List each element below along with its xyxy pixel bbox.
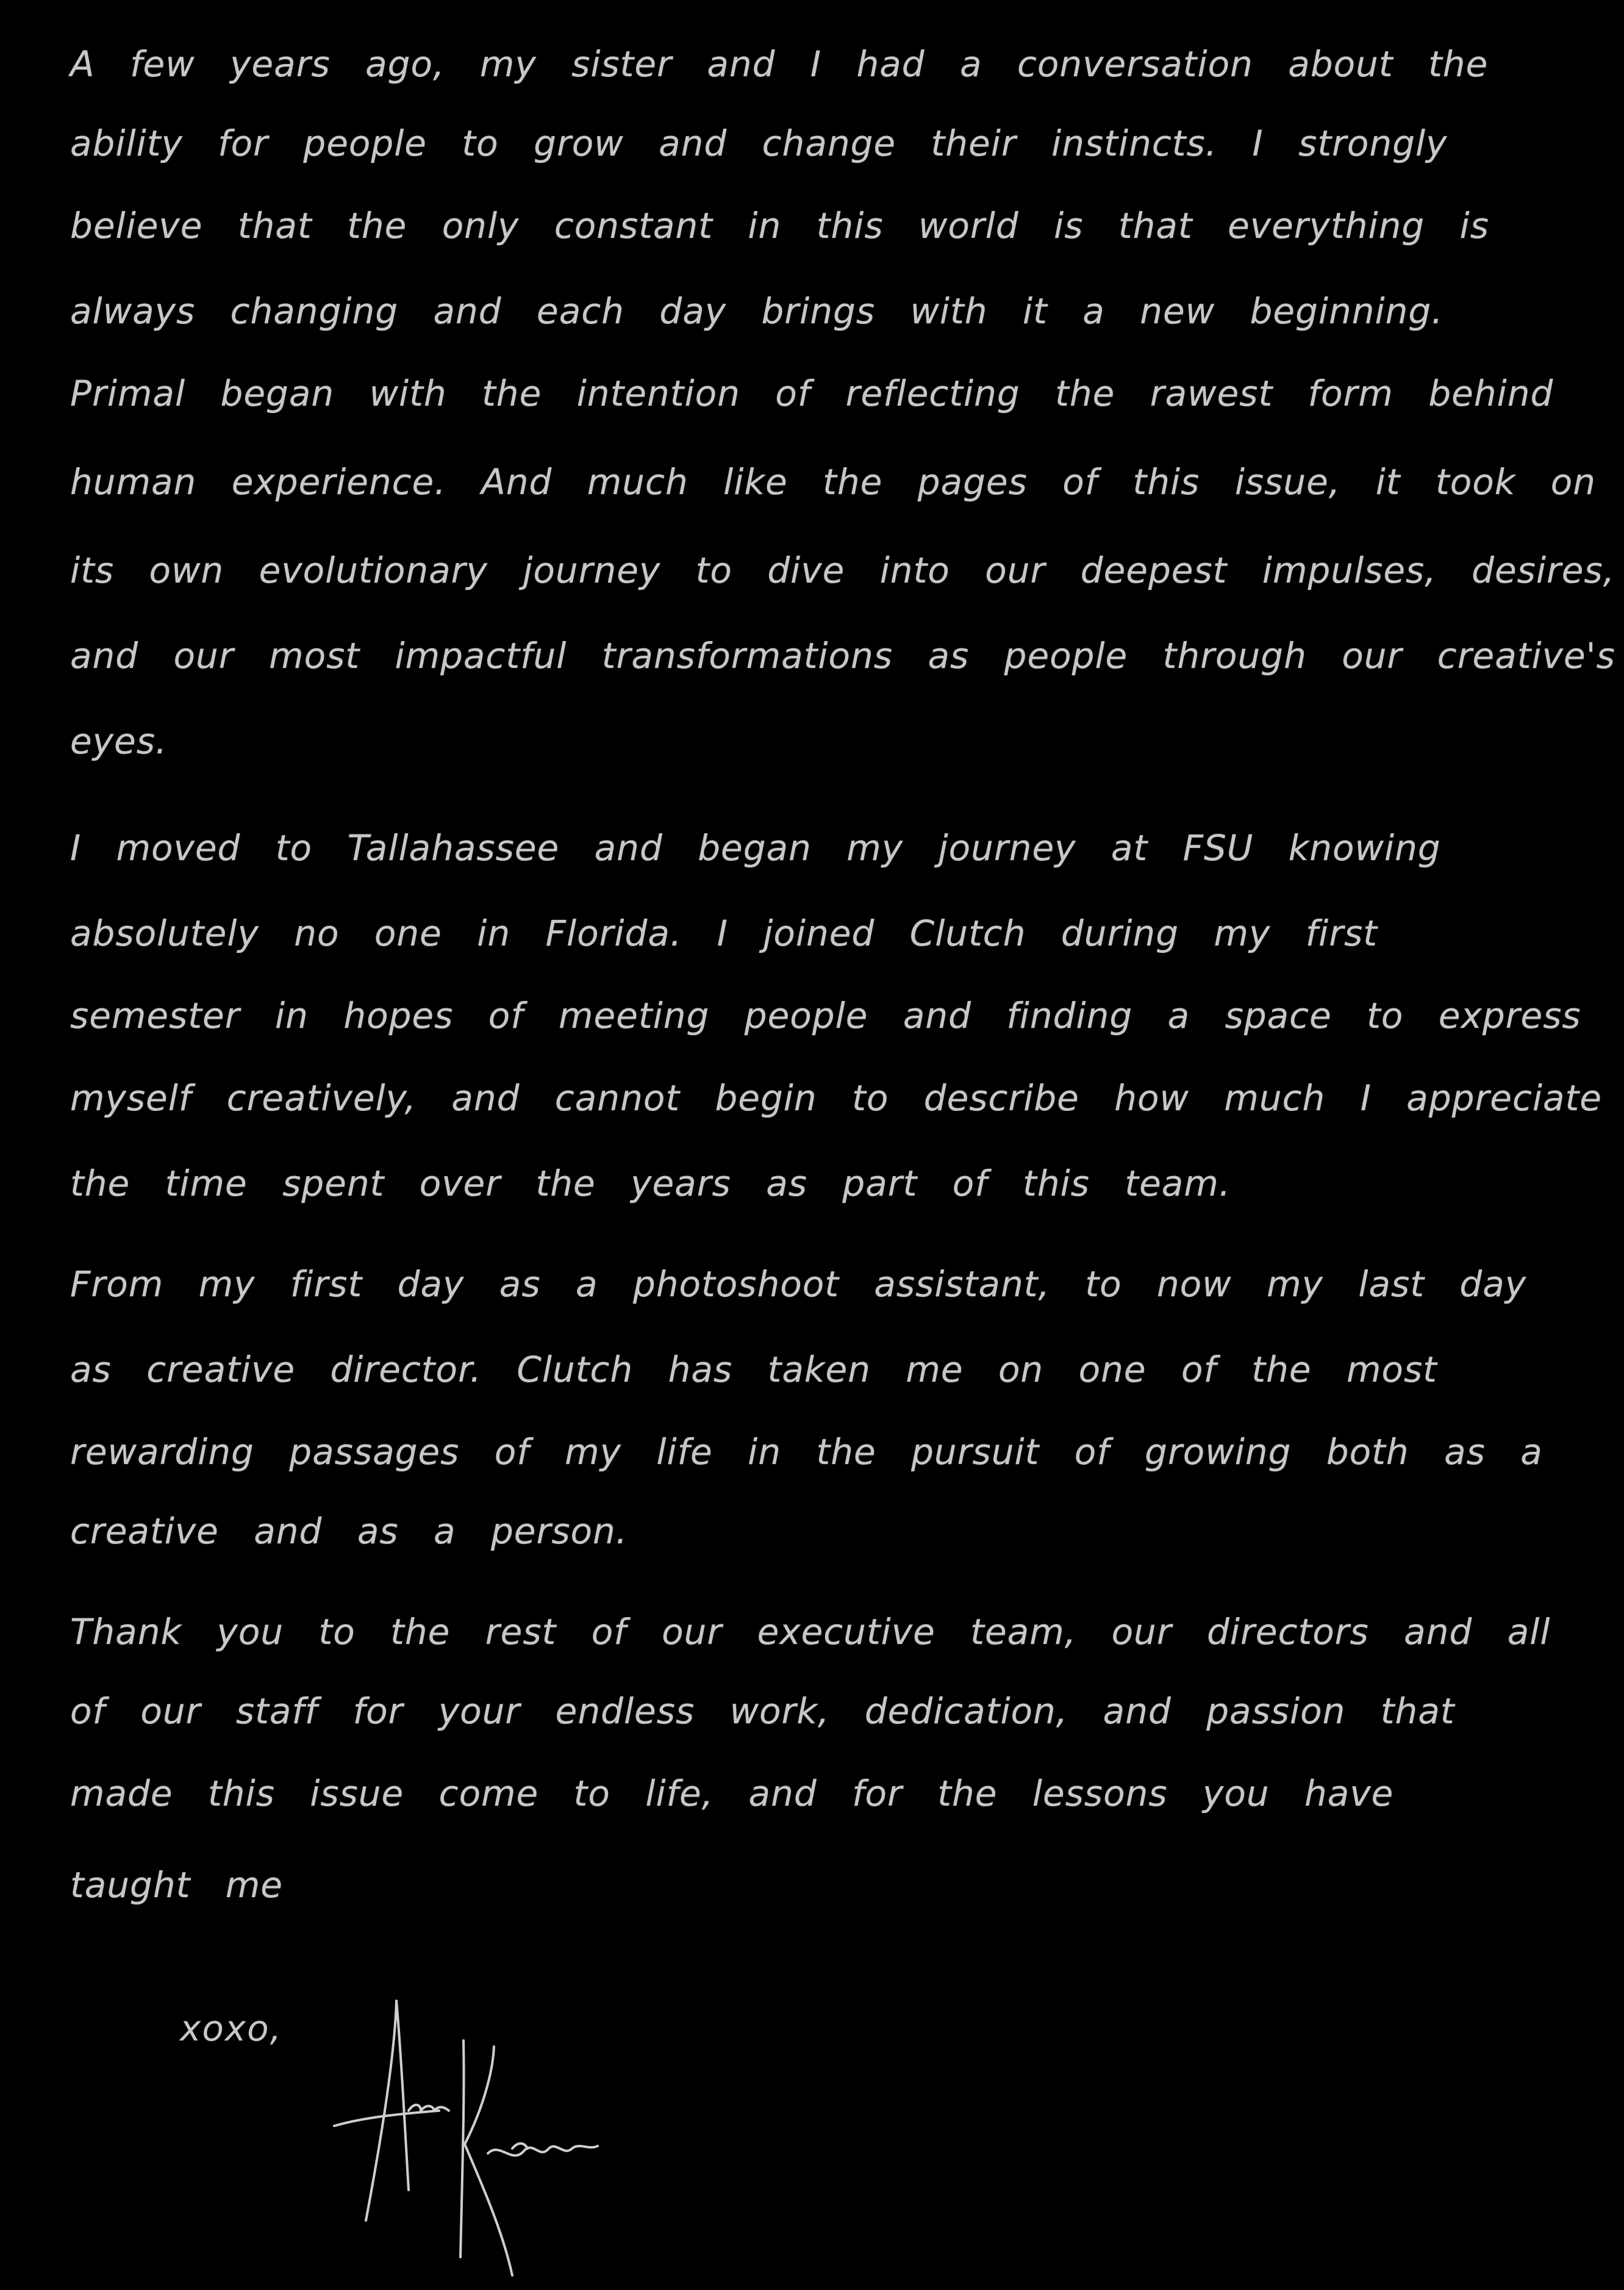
handwritten-signature bbox=[329, 1989, 616, 2281]
letter-line: I moved to Tallahassee and began my journey at FSU knowing bbox=[70, 827, 1441, 869]
letter-line: human experience. And much like the pages of this issue, it took on bbox=[70, 461, 1596, 503]
letter-line: the time spent over the years as part of this team. bbox=[70, 1163, 1231, 1204]
letter-line: From my first day as a photoshoot assistant, to now my last day bbox=[70, 1263, 1527, 1305]
letter-line: ability for people to grow and change their instincts. I strongly bbox=[70, 123, 1448, 164]
letter-line: of our staff for your endless work, dedication, and passion that bbox=[70, 1690, 1455, 1732]
letter-line: eyes. bbox=[70, 720, 168, 762]
letter-line: believe that the only constant in this world is that everything is bbox=[70, 205, 1489, 246]
letter-line: creative and as a person. bbox=[70, 1510, 628, 1552]
letter-closing: xoxo, bbox=[180, 2008, 283, 2049]
letter-line: made this issue come to life, and for the lessons you have bbox=[70, 1773, 1394, 1814]
letter-line: taught me bbox=[70, 1864, 283, 1906]
letter-line: Primal began with the intention of reflecting the rawest form behind bbox=[70, 373, 1554, 414]
letter-line: absolutely no one in Florida. I joined Clutch during my first bbox=[70, 913, 1378, 954]
letter-line: rewarding passages of my life in the pursuit of growing both as a bbox=[70, 1431, 1543, 1473]
letter-line: its own evolutionary journey to dive into our deepest impulses, desires, bbox=[70, 550, 1615, 591]
letter-line: myself creatively, and cannot begin to describe how much I appreciate bbox=[70, 1077, 1602, 1119]
letter-line: semester in hopes of meeting people and finding a space to express bbox=[70, 995, 1581, 1036]
letter-line: Thank you to the rest of our executive team, our directors and all bbox=[70, 1611, 1551, 1653]
letter-line: A few years ago, my sister and I had a conversation about the bbox=[70, 43, 1489, 85]
letter-line: always changing and each day brings with it a new beginning. bbox=[70, 290, 1443, 332]
letter-line: and our most impactful transformations as people through our creative's bbox=[70, 635, 1615, 677]
letter-line: as creative director. Clutch has taken me on one of the most bbox=[70, 1349, 1437, 1390]
